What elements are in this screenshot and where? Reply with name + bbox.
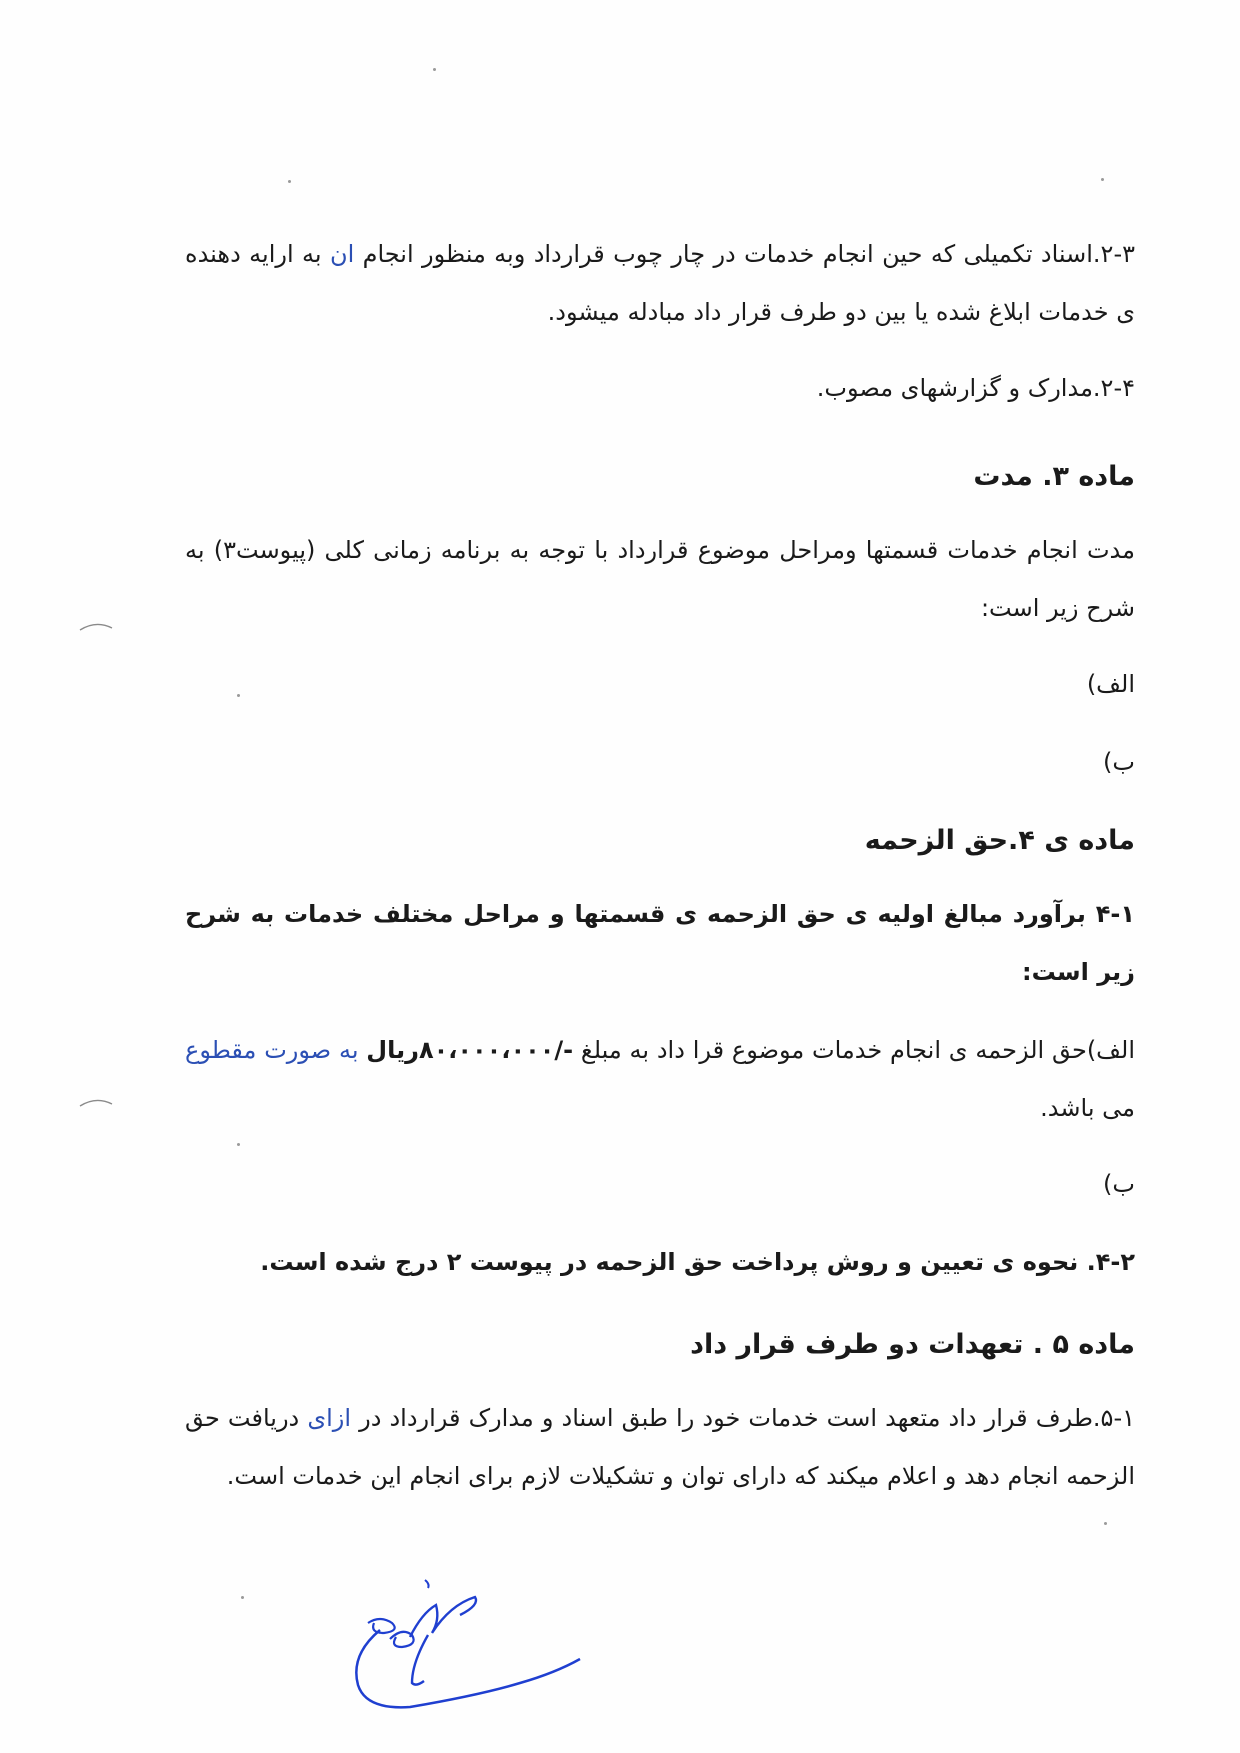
clause-5-1-blue-word: ازای xyxy=(307,1404,352,1432)
clause-4-2: ۴-۲. نحوه ی تعیین و روش پرداخت حق الزحمه در پیوست ۲ درج شده است. xyxy=(260,1248,1135,1276)
clause-2-3 xyxy=(185,225,1135,341)
clause-4-1-item-a-start: الف)حق الزحمه ی انجام خدمات موضوع قرا داد به مبلغ xyxy=(573,1036,1136,1064)
article-3-heading: ماده ۳. مدت xyxy=(973,461,1135,492)
clause-2-3-text-end: به ارایه دهنده ی خدمات ابلاغ شده یا بین دو طرف قرار داد مبادله میشود. xyxy=(185,240,1135,326)
clause-5-1-text-start: ۵-۱.طرف قرار داد متعهد است خدمات خود را طبق اسناد و مدارک قرارداد در xyxy=(351,1404,1135,1432)
clause-4-1-item-a xyxy=(185,1021,1135,1137)
scan-edge-mark xyxy=(78,1098,114,1108)
scan-speck xyxy=(1101,178,1104,181)
article-3-body: مدت انجام خدمات قسمتها ومراحل موضوع قرارداد با توجه به برنامه زمانی کلی (پیوست۳) به شرح زیر است: xyxy=(185,536,1135,622)
scan-speck xyxy=(1104,1522,1107,1525)
scan-speck xyxy=(288,180,291,183)
clause-4-1-item-b: ب) xyxy=(1103,1170,1135,1198)
article-3-item-a: الف) xyxy=(1086,670,1135,698)
scan-edge-mark xyxy=(78,622,114,632)
scan-speck xyxy=(241,1596,244,1599)
signature-icon xyxy=(340,1575,640,1725)
article-3-item-b: ب) xyxy=(1103,748,1135,776)
article-5-heading: ماده ۵ . تعهدات دو طرف قرار داد xyxy=(690,1329,1135,1360)
clause-2-3-blue-word: ان xyxy=(329,240,355,268)
clause-4-1: ۴-۱ برآورد مبالغ اولیه ی حق الزحمه ی قسمتها و مراحل مختلف خدمات به شرح زیر است: xyxy=(185,900,1135,986)
article-4-heading: ماده ی ۴.حق الزحمه xyxy=(864,825,1135,856)
clause-4-1-item-a-end: می باشد. xyxy=(1040,1094,1135,1122)
scan-speck xyxy=(433,68,436,71)
clause-2-4: ۲-۴.مدارک و گزارشهای مصوب. xyxy=(816,374,1135,402)
clause-2-3-text-start: ۲-۳.اسناد تکمیلی که حین انجام خدمات در چار چوب قرارداد وبه منظور انجام xyxy=(354,240,1135,268)
clause-5-1 xyxy=(185,1389,1135,1505)
fee-amount: -/۸۰،۰۰۰،۰۰۰ریال xyxy=(366,1036,574,1064)
fee-type: به صورت مقطوع xyxy=(185,1036,367,1064)
clause-5-1-text-end: دریافت حق الزحمه انجام دهد و اعلام میکند که دارای توان و تشکیلات لازم برای انجام این خدمات است. xyxy=(185,1404,1135,1490)
document-body xyxy=(185,225,1135,1505)
